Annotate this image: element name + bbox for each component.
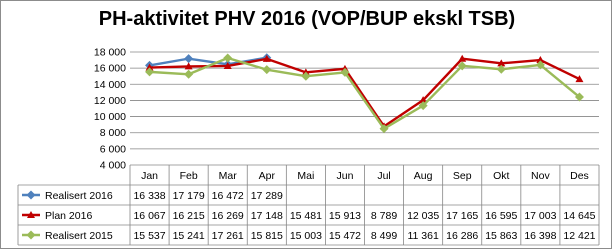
y-tick-label: 12 000 bbox=[93, 94, 126, 107]
data-label: 12 035 bbox=[407, 210, 440, 222]
data-label: 16 067 bbox=[133, 210, 166, 222]
y-tick-label: 10 000 bbox=[93, 111, 126, 124]
y-tick-label: 4 000 bbox=[99, 159, 126, 172]
data-label: 17 165 bbox=[446, 210, 479, 222]
x-tick-label: Nov bbox=[531, 170, 550, 182]
data-label: 16 286 bbox=[446, 230, 479, 242]
legend-series-name: Realisert 2015 bbox=[45, 230, 113, 242]
x-tick-label: Okt bbox=[493, 170, 510, 182]
data-label: 15 863 bbox=[485, 230, 518, 242]
legend-series-name: Plan 2016 bbox=[45, 210, 93, 222]
data-label: 15 472 bbox=[328, 230, 362, 242]
x-tick-label: Jul bbox=[377, 170, 391, 182]
data-label: 12 421 bbox=[563, 230, 596, 242]
data-label: 16 338 bbox=[133, 190, 166, 202]
y-tick-label: 6 000 bbox=[99, 143, 126, 156]
x-tick-label: Sep bbox=[452, 170, 472, 182]
series-2-line bbox=[150, 58, 580, 129]
series-0-point bbox=[184, 54, 193, 63]
chart-title: PH-aktivitet PHV 2016 (VOP/BUP ekskl TSB) bbox=[98, 8, 516, 30]
y-tick-label: 16 000 bbox=[93, 62, 126, 75]
series-2-point bbox=[223, 53, 232, 62]
x-tick-label: Feb bbox=[179, 170, 198, 182]
series-2-point bbox=[145, 67, 154, 76]
data-label: 16 269 bbox=[211, 210, 244, 222]
y-tick-label: 18 000 bbox=[93, 46, 126, 59]
data-label: 16 215 bbox=[172, 210, 205, 222]
x-tick-label: Apr bbox=[258, 170, 275, 182]
data-label: 14 645 bbox=[563, 210, 596, 222]
series-0-point bbox=[27, 191, 36, 200]
data-label: 16 472 bbox=[211, 190, 244, 202]
data-label: 15 815 bbox=[250, 230, 283, 242]
data-label: 17 148 bbox=[250, 210, 283, 222]
series-2-point bbox=[27, 231, 36, 240]
y-tick-label: 8 000 bbox=[99, 127, 126, 140]
data-label: 17 261 bbox=[211, 230, 244, 242]
x-tick-label: Aug bbox=[413, 170, 433, 182]
series-2-point bbox=[262, 65, 271, 74]
legend-series-name: Realisert 2016 bbox=[45, 190, 113, 202]
data-label: 17 003 bbox=[524, 210, 557, 222]
data-label: 15 537 bbox=[133, 230, 166, 242]
y-tick-label: 14 000 bbox=[93, 78, 126, 91]
data-label: 16 398 bbox=[524, 230, 557, 242]
data-label: 8 499 bbox=[370, 230, 398, 242]
data-label: 15 481 bbox=[289, 210, 322, 222]
data-label: 17 179 bbox=[172, 190, 205, 202]
x-tick-label: Mai bbox=[297, 170, 315, 182]
data-label: 15 241 bbox=[172, 230, 205, 242]
data-label: 16 595 bbox=[485, 210, 518, 222]
x-tick-label: Des bbox=[570, 170, 589, 182]
x-tick-label: Jun bbox=[336, 170, 354, 182]
data-label: 17 289 bbox=[250, 190, 283, 202]
data-label: 8 789 bbox=[370, 210, 398, 222]
series-2-point bbox=[184, 70, 193, 79]
x-tick-label: Jan bbox=[141, 170, 159, 182]
data-label: 15 003 bbox=[289, 230, 322, 242]
data-label: 11 361 bbox=[407, 230, 439, 242]
x-tick-label: Mar bbox=[218, 170, 237, 182]
data-label: 15 913 bbox=[328, 210, 362, 222]
